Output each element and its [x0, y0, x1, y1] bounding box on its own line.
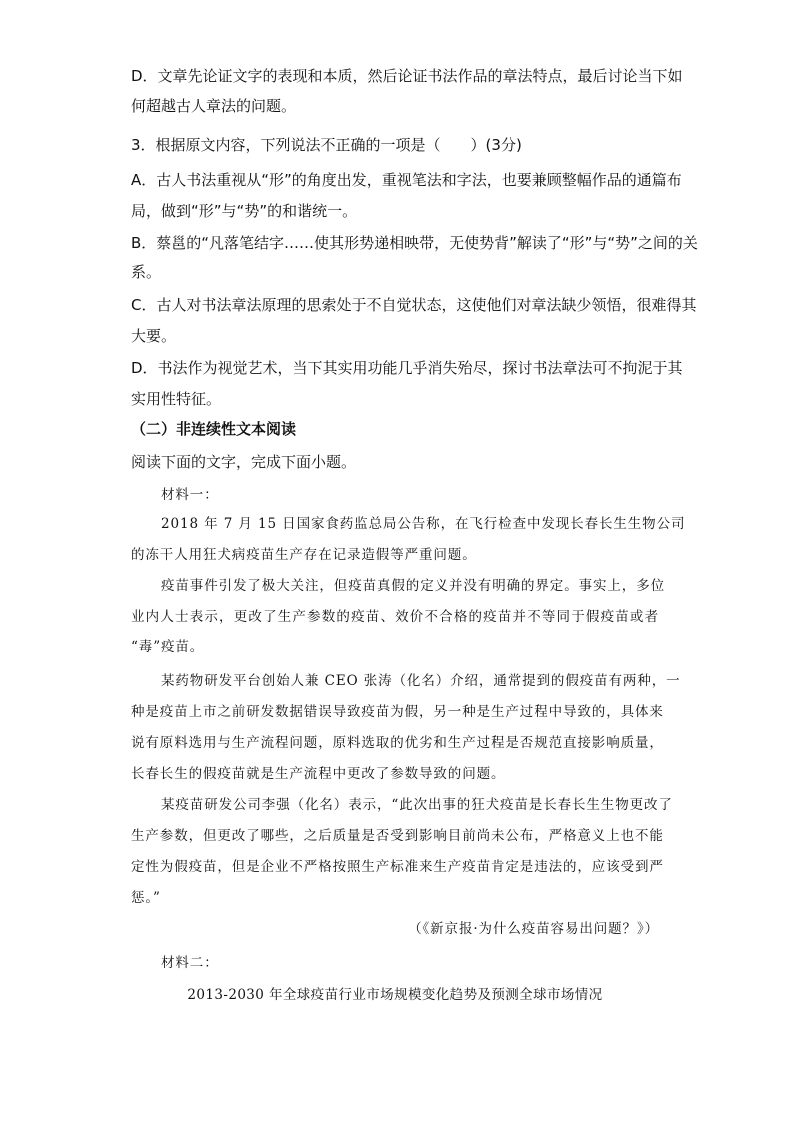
material-1-p2-line2: 业内人士表示，更改了生产参数的疫苗、效价不合格的疫苗并不等同于假疫苗或者 — [131, 609, 659, 625]
material-1-p3-line2: 种是疫苗上市之前研发数据错误导致疫苗为假，另一种是生产过程中导致的，具体来 — [131, 704, 664, 720]
section-heading: （二）非连续性文本阅读 — [131, 420, 297, 438]
material-1-p3-line4: 长春长生的假疫苗就是生产流程中更改了参数导致的问题。 — [131, 766, 506, 782]
material-1-p1-line2: 的冻干人用狂犬病疫苗生产存在记录造假等严重问题。 — [131, 547, 477, 563]
question-3-option-d-line1: D．书法作为视觉艺术，当下其实用功能几乎消失殆尽，探讨书法章法可不拘泥于其 — [131, 359, 683, 377]
question-3-option-a-line2: 局，做到“形”与“势”的和谐统一。 — [131, 202, 358, 220]
material-1-p4-line2: 生产参数，但更改了哪些，之后质量是否受到影响目前尚未公布，严格意义上也不能 — [131, 828, 664, 844]
material-2-chart-title: 2013-2030 年全球疫苗行业市场规模变化趋势及预测全球市场情况 — [187, 987, 603, 1003]
question-3-option-a-line1: A．古人书法重视从“形”的角度出发，重视笔法和字法，也要兼顾整幅作品的通篇布 — [131, 171, 682, 189]
question-3-option-b-line1: B．蔡邕的“凡落笔结字……使其形势递相映带，无使势背”解读了“形”与“势”之间的关 — [131, 234, 698, 252]
material-1-source: （《新京报·为什么疫苗容易出问题？》） — [408, 921, 659, 937]
question-3-option-c-line1: C．古人对书法章法原理的思索处于不自觉状态，这使他们对章法缺少领悟，很难得其 — [131, 296, 697, 314]
material-1-p1-line1: 2018 年 7 月 15 日国家食药监总局公告称，在飞行检查中发现长春长生生物公司 — [161, 516, 686, 532]
material-2-label: 材料二： — [161, 955, 219, 971]
section-instruction: 阅读下面的文字，完成下面小题。 — [131, 453, 357, 471]
option-d-prev-line2: 何超越古人章法的问题。 — [131, 97, 297, 115]
material-1-p2-line3: “毒”疫苗。 — [131, 639, 205, 655]
question-3-option-c-line2: 大要。 — [131, 327, 177, 345]
material-1-label: 材料一： — [161, 487, 219, 503]
question-3-option-d-line2: 实用性特征。 — [131, 390, 222, 408]
material-1-p4-line3: 定性为假疫苗，但是企业不严格按照生产标准来生产疫苗肯定是违法的，应该受到严 — [131, 859, 664, 875]
material-1-p3-line3: 说有原料选用与生产流程问题，原料选取的优劣和生产过程是否规范直接影响质量， — [131, 735, 664, 751]
question-3-option-b-line2: 系。 — [131, 263, 162, 281]
material-1-p2-line1: 疫苗事件引发了极大关注，但疫苗真假的定义并没有明确的界定。事实上，多位 — [161, 578, 665, 594]
question-3-stem: 3．根据原文内容，下列说法不正确的一项是（ ）(3分) — [131, 136, 522, 154]
material-1-p4-line4: 惩。” — [131, 890, 161, 906]
material-1-p4-line1: 某疫苗研发公司李强（化名）表示，“此次出事的狂犬疫苗是长春长生生物更改了 — [161, 797, 673, 813]
material-1-p3-line1: 某药物研发平台创始人兼 CEO 张涛（化名）介绍，通常提到的假疫苗有两种，一 — [161, 673, 681, 689]
option-d-prev-line1: D．文章先论证文字的表现和本质，然后论证书法作品的章法特点，最后讨论当下如 — [131, 67, 683, 85]
